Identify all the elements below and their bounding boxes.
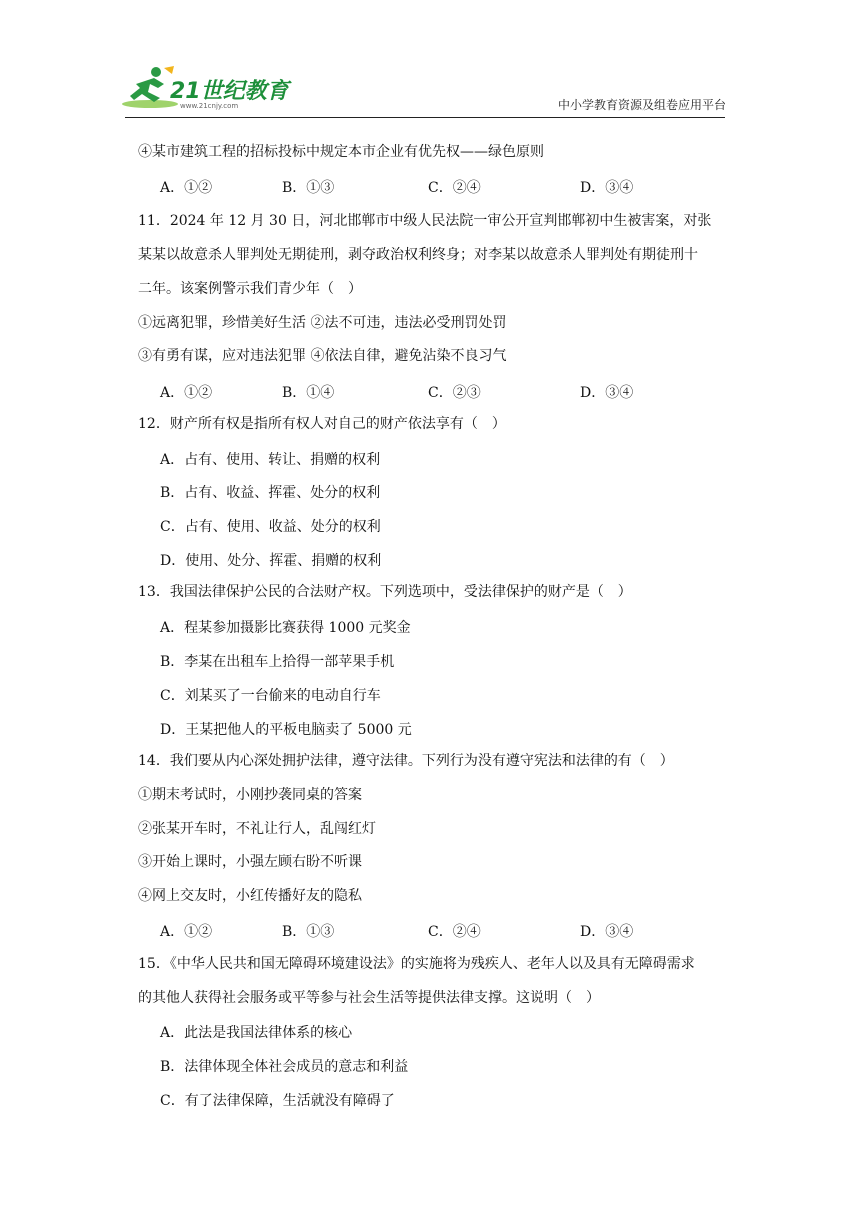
q14-item-3: ③开始上课时，小强左顾右盼不听课: [138, 854, 362, 870]
q11-option-b[interactable]: B．①④: [282, 385, 335, 401]
q14-item-1: ①期末考试时，小刚抄袭同桌的答案: [138, 787, 362, 803]
q12-option-a[interactable]: A．占有、使用、转让、捐赠的权利: [160, 452, 381, 468]
q11-stem-line-2: 某某以故意杀人罪判处无期徒刑，剥夺政治权利终身；对李某以故意杀人罪判处有期徒刑十: [138, 247, 698, 263]
q11-items-line-1: ①远离犯罪，珍惜美好生活 ②法不可违，违法必受刑罚处罚: [138, 315, 507, 331]
q13-stem: 13．我国法律保护公民的合法财产权。下列选项中，受法律保护的财产是（ ）: [138, 584, 632, 600]
q10-option-a[interactable]: A．①②: [160, 180, 213, 196]
q11-stem-line-1: 11．2024 年 12 月 30 日，河北邯郸市中级人民法院一审公开宣判邯郸初中生被害案，对张: [138, 213, 712, 229]
q11-option-a[interactable]: A．①②: [160, 385, 213, 401]
q14-option-c[interactable]: C．②④: [428, 924, 481, 940]
page-header: [0, 0, 860, 120]
q12-option-d[interactable]: D．使用、处分、挥霍、捐赠的权利: [160, 553, 382, 569]
q12-option-c[interactable]: C．占有、使用、收益、处分的权利: [160, 519, 381, 535]
q13-option-d[interactable]: D．王某把他人的平板电脑卖了 5000 元: [160, 722, 412, 738]
q15-option-c[interactable]: C．有了法律保障，生活就没有障碍了: [160, 1093, 395, 1109]
q11-items-line-2: ③有勇有谋，应对违法犯罪 ④依法自律，避免沾染不良习气: [138, 348, 507, 364]
q13-option-c[interactable]: C．刘某买了一台偷来的电动自行车: [160, 688, 381, 704]
q11-option-c[interactable]: C．②③: [428, 385, 481, 401]
q10-option-c[interactable]: C．②④: [428, 180, 481, 196]
q14-option-b[interactable]: B．①③: [282, 924, 335, 940]
q15-stem-line-1: 15．《中华人民共和国无障碍环境建设法》的实施将为残疾人、老年人以及具有无障碍需求: [138, 956, 695, 972]
q15-option-a[interactable]: A．此法是我国法律体系的核心: [160, 1025, 353, 1041]
platform-title: 中小学教育资源及组卷应用平台: [557, 98, 726, 112]
q11-option-d[interactable]: D．③④: [580, 385, 634, 401]
q10-item-4: ④某市建筑工程的招标投标中规定本市企业有优先权——绿色原则: [138, 144, 544, 160]
q14-option-a[interactable]: A．①②: [160, 924, 213, 940]
q11-stem-line-3: 二年。该案例警示我们青少年（ ）: [138, 281, 362, 297]
q15-option-b[interactable]: B．法律体现全体社会成员的意志和利益: [160, 1059, 409, 1075]
logo-text: 21世纪教育: [170, 79, 289, 104]
logo: [120, 64, 295, 114]
logo-url: www.21cnjy.com: [180, 102, 239, 110]
q13-option-a[interactable]: A．程某参加摄影比赛获得 1000 元奖金: [160, 620, 411, 636]
q10-option-b[interactable]: B．①③: [282, 180, 335, 196]
q14-stem: 14．我们要从内心深处拥护法律，遵守法律。下列行为没有遵守宪法和法律的有（ ）: [138, 753, 674, 769]
q10-option-d[interactable]: D．③④: [580, 180, 634, 196]
q14-option-d[interactable]: D．③④: [580, 924, 634, 940]
q14-item-2: ②张某开车时，不礼让行人，乱闯红灯: [138, 821, 376, 837]
header-divider: [125, 117, 725, 118]
q14-item-4: ④网上交友时，小红传播好友的隐私: [138, 888, 362, 904]
q12-stem: 12．财产所有权是指所有权人对自己的财产依法享有（ ）: [138, 416, 506, 432]
q12-option-b[interactable]: B．占有、收益、挥霍、处分的权利: [160, 485, 381, 501]
q13-option-b[interactable]: B．李某在出租车上拾得一部苹果手机: [160, 654, 395, 670]
q15-stem-line-2: 的其他人获得社会服务或平等参与社会生活等提供法律支撑。这说明（ ）: [138, 990, 600, 1006]
